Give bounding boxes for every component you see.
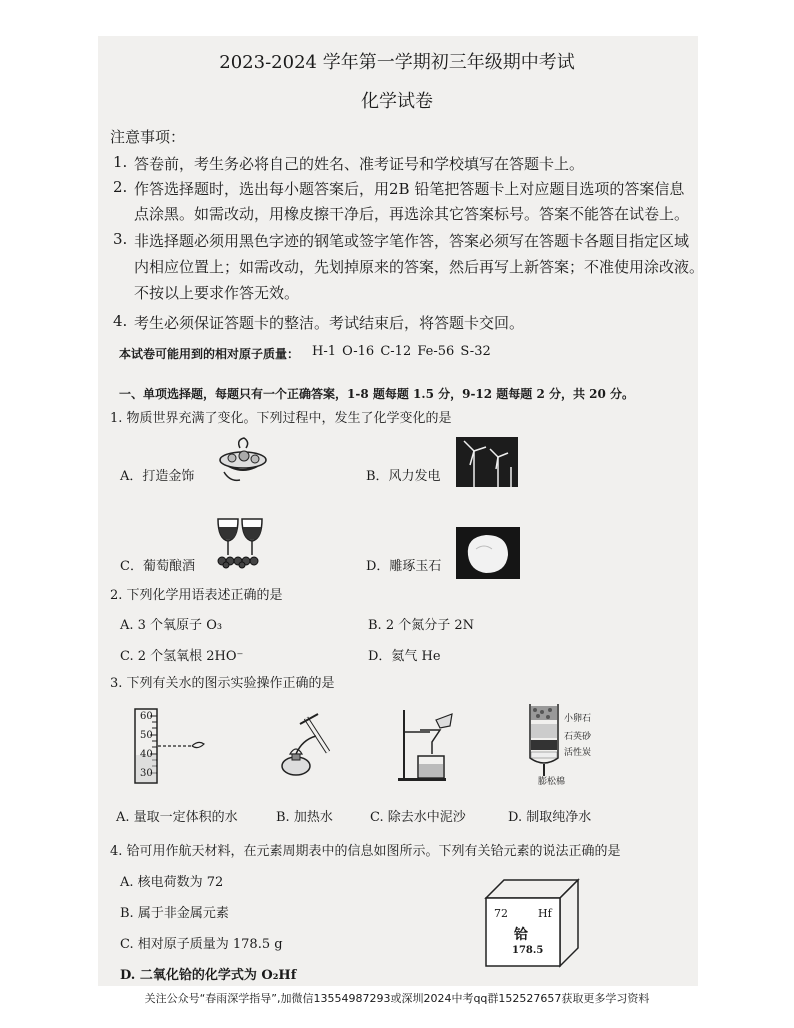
note-4-num: 4. bbox=[113, 312, 128, 330]
q3-option-c: C. 除去水中泥沙 bbox=[370, 810, 466, 825]
note-2-line-1: 作答选择题时，选出每小题答案后，用2B 铅笔把答题卡上对应题目选项的答案信息 bbox=[134, 180, 685, 198]
q2-option-d: D．氦气 He bbox=[368, 649, 441, 664]
q4-option-b: B. 属于非金属元素 bbox=[120, 906, 229, 921]
q4-option-c: C. 相对原子质量为 178.5 g bbox=[120, 937, 283, 952]
element-name: 铪 bbox=[514, 927, 528, 943]
note-2-line-2: 点涂黑。如需改动，用橡皮擦干净后，再选涂其它答案标号。答案不能答在试卷上。 bbox=[134, 205, 690, 223]
element-mass: 178.5 bbox=[512, 945, 544, 956]
q1-option-d: D．雕琢玉石 bbox=[366, 559, 442, 574]
note-3-line-1: 非选择题必须用黑色字迹的钢笔或签字笔作答，答案必须写在答题卡各题目指定区域 bbox=[134, 232, 690, 250]
eye-sightline-icon bbox=[158, 738, 206, 752]
q3-stem: 3. 下列有关水的图示实验操作正确的是 bbox=[110, 676, 335, 691]
note-2-num: 2. bbox=[113, 178, 128, 196]
q4-option-d: D. 二氧化铪的化学式为 O₂Hf bbox=[120, 968, 297, 983]
q3-option-b: B. 加热水 bbox=[276, 810, 333, 825]
q1-option-a: A．打造金饰 bbox=[120, 469, 195, 484]
gold-jewelry-icon bbox=[214, 436, 272, 488]
note-1-line-1: 答卷前，考生务必将自己的姓名、准考证号和学校填写在答题卡上。 bbox=[134, 155, 585, 173]
footer-banner: 关注公众号“春雨深学指导”,加微信13554987293或深圳2024中考qq群152527657获取更多学习资料 bbox=[144, 992, 650, 1005]
filter-label-cotton: 膨松棉 bbox=[538, 777, 566, 787]
q2-option-c: C. 2 个氢氧根 2HO⁻ bbox=[120, 649, 244, 664]
note-4-line-1: 考生必须保证答题卡的整洁。考试结束后，将答题卡交回。 bbox=[134, 314, 525, 332]
jade-stone-icon bbox=[456, 527, 520, 579]
q2-stem: 2. 下列化学用语表述正确的是 bbox=[110, 588, 283, 603]
atomic-mass-label: 本试卷可能用到的相对原子质量： bbox=[119, 347, 300, 361]
water-purifier-icon bbox=[526, 702, 562, 782]
q1-stem: 1. 物质世界充满了变化。下列过程中，发生了化学变化的是 bbox=[110, 411, 452, 426]
note-3-line-3: 不按以上要求作答无效。 bbox=[134, 284, 300, 302]
cylinder-tick-50: 50 bbox=[140, 730, 153, 741]
note-3-num: 3. bbox=[113, 230, 128, 248]
q1-option-b: B．风力发电 bbox=[366, 469, 441, 484]
q3-option-a: A. 量取一定体积的水 bbox=[116, 810, 238, 825]
wine-glasses-icon bbox=[212, 517, 266, 569]
q1-option-c: C．葡萄酿酒 bbox=[120, 559, 195, 574]
heating-test-tube-icon bbox=[272, 710, 352, 778]
q2-option-a: A. 3 个氧原子 O₃ bbox=[120, 618, 223, 633]
cylinder-tick-30: 30 bbox=[140, 768, 153, 779]
section-1-heading: 一、单项选择题，每题只有一个正确答案，1-8 题每题 1.5 分，9-12 题每题 2 分，共 20 分。 bbox=[119, 387, 635, 401]
element-atomic-number: 72 bbox=[494, 907, 508, 920]
cylinder-tick-60: 60 bbox=[140, 711, 153, 722]
filter-label-quartz-sand: 石英砂 bbox=[564, 732, 592, 742]
notes-heading: 注意事项： bbox=[110, 128, 186, 146]
exam-subject: 化学试卷 bbox=[361, 91, 433, 112]
atomic-mass-values: H-1 O-16 C-12 Fe-56 S-32 bbox=[312, 344, 491, 359]
filter-label-pebbles: 小卵石 bbox=[564, 714, 592, 724]
exam-title: 2023-2024 学年第一学期初三年级期中考试 bbox=[219, 52, 575, 73]
cylinder-tick-40: 40 bbox=[140, 749, 153, 760]
q3-option-d: D. 制取纯净水 bbox=[508, 810, 592, 825]
filter-label-activated-carbon: 活性炭 bbox=[564, 748, 592, 758]
q2-option-b: B. 2 个氮分子 2N bbox=[368, 618, 474, 633]
note-3-line-2: 内相应位置上；如需改动，先划掉原来的答案，然后再写上新答案；不准使用涂改液。 bbox=[134, 258, 705, 276]
wind-turbine-icon bbox=[456, 437, 518, 487]
note-1-num: 1. bbox=[113, 153, 128, 171]
element-symbol: Hf bbox=[538, 907, 552, 920]
q4-stem: 4. 铪可用作航天材料，在元素周期表中的信息如图所示。下列有关铪元素的说法正确的是 bbox=[110, 844, 621, 859]
q4-option-a: A. 核电荷数为 72 bbox=[120, 875, 224, 890]
filtration-apparatus-icon bbox=[396, 706, 466, 782]
